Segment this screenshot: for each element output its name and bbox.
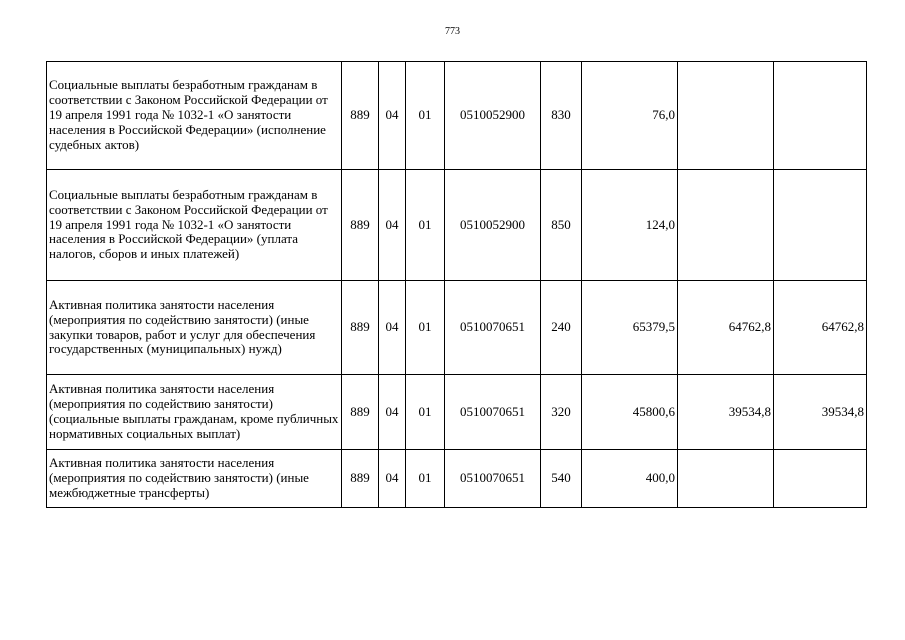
table-cell-target-article: 0510052900 bbox=[445, 170, 541, 281]
table-row bbox=[47, 62, 867, 170]
table-cell-description: Социальные выплаты безработным гражданам в соответствии с Законом Российской Федерации от 19 апреля 1991 года № 1032-1 «О занятости населения в Российской Федерации» (исполнение судебных актов) bbox=[47, 62, 342, 170]
table-cell-section: 04 bbox=[379, 281, 406, 375]
table-row bbox=[47, 281, 867, 375]
table-cell-expense-type: 850 bbox=[541, 170, 582, 281]
table-cell-expense-type: 240 bbox=[541, 281, 582, 375]
table-cell-target-article: 0510070651 bbox=[445, 450, 541, 508]
table-cell-amount-2: 64762,8 bbox=[678, 281, 774, 375]
table-cell-subsection: 01 bbox=[406, 375, 445, 450]
table-cell-target-article: 0510070651 bbox=[445, 281, 541, 375]
table-cell-description: Активная политика занятости населения (мероприятия по содействию занятости) (социальные выплаты гражданам, кроме публичных нормативных социальных выплат) bbox=[47, 375, 342, 450]
table-cell-ministry: 889 bbox=[342, 450, 379, 508]
table-cell-description: Активная политика занятости населения (мероприятия по содействию занятости) (иные межбюджетные трансферты) bbox=[47, 450, 342, 508]
table-cell-amount-3 bbox=[774, 170, 867, 281]
table-cell-expense-type: 830 bbox=[541, 62, 582, 170]
table-cell-ministry: 889 bbox=[342, 281, 379, 375]
table-row bbox=[47, 170, 867, 281]
table-cell-amount-3 bbox=[774, 450, 867, 508]
table-cell-amount-1: 45800,6 bbox=[582, 375, 678, 450]
table-cell-ministry: 889 bbox=[342, 62, 379, 170]
table-cell-amount-2 bbox=[678, 450, 774, 508]
page-number: 773 bbox=[445, 26, 460, 37]
table-cell-amount-1: 400,0 bbox=[582, 450, 678, 508]
table-cell-section: 04 bbox=[379, 170, 406, 281]
table-cell-ministry: 889 bbox=[342, 170, 379, 281]
table-row bbox=[47, 450, 867, 508]
table-cell-amount-2: 39534,8 bbox=[678, 375, 774, 450]
table-cell-target-article: 0510052900 bbox=[445, 62, 541, 170]
table-cell-subsection: 01 bbox=[406, 62, 445, 170]
table-cell-subsection: 01 bbox=[406, 170, 445, 281]
table-cell-section: 04 bbox=[379, 62, 406, 170]
table-cell-amount-3: 64762,8 bbox=[774, 281, 867, 375]
table-cell-amount-3 bbox=[774, 62, 867, 170]
table-cell-amount-1: 124,0 bbox=[582, 170, 678, 281]
table-cell-amount-1: 76,0 bbox=[582, 62, 678, 170]
table-cell-section: 04 bbox=[379, 450, 406, 508]
table-cell-description: Активная политика занятости населения (мероприятия по содействию занятости) (иные закупки товаров, работ и услуг для обеспечения государственных (муниципальных) нужд) bbox=[47, 281, 342, 375]
table-cell-amount-2 bbox=[678, 62, 774, 170]
table-cell-expense-type: 540 bbox=[541, 450, 582, 508]
budget-table bbox=[46, 61, 867, 508]
table-cell-ministry: 889 bbox=[342, 375, 379, 450]
table-cell-amount-1: 65379,5 bbox=[582, 281, 678, 375]
table-cell-subsection: 01 bbox=[406, 450, 445, 508]
table-cell-expense-type: 320 bbox=[541, 375, 582, 450]
table-cell-section: 04 bbox=[379, 375, 406, 450]
table-cell-amount-2 bbox=[678, 170, 774, 281]
table-row bbox=[47, 375, 867, 450]
table-cell-target-article: 0510070651 bbox=[445, 375, 541, 450]
table-cell-amount-3: 39534,8 bbox=[774, 375, 867, 450]
table-cell-subsection: 01 bbox=[406, 281, 445, 375]
table-cell-description: Социальные выплаты безработным гражданам в соответствии с Законом Российской Федерации от 19 апреля 1991 года № 1032-1 «О занятости населения в Российской Федерации» (уплата налогов, сборов и иных платежей) bbox=[47, 170, 342, 281]
